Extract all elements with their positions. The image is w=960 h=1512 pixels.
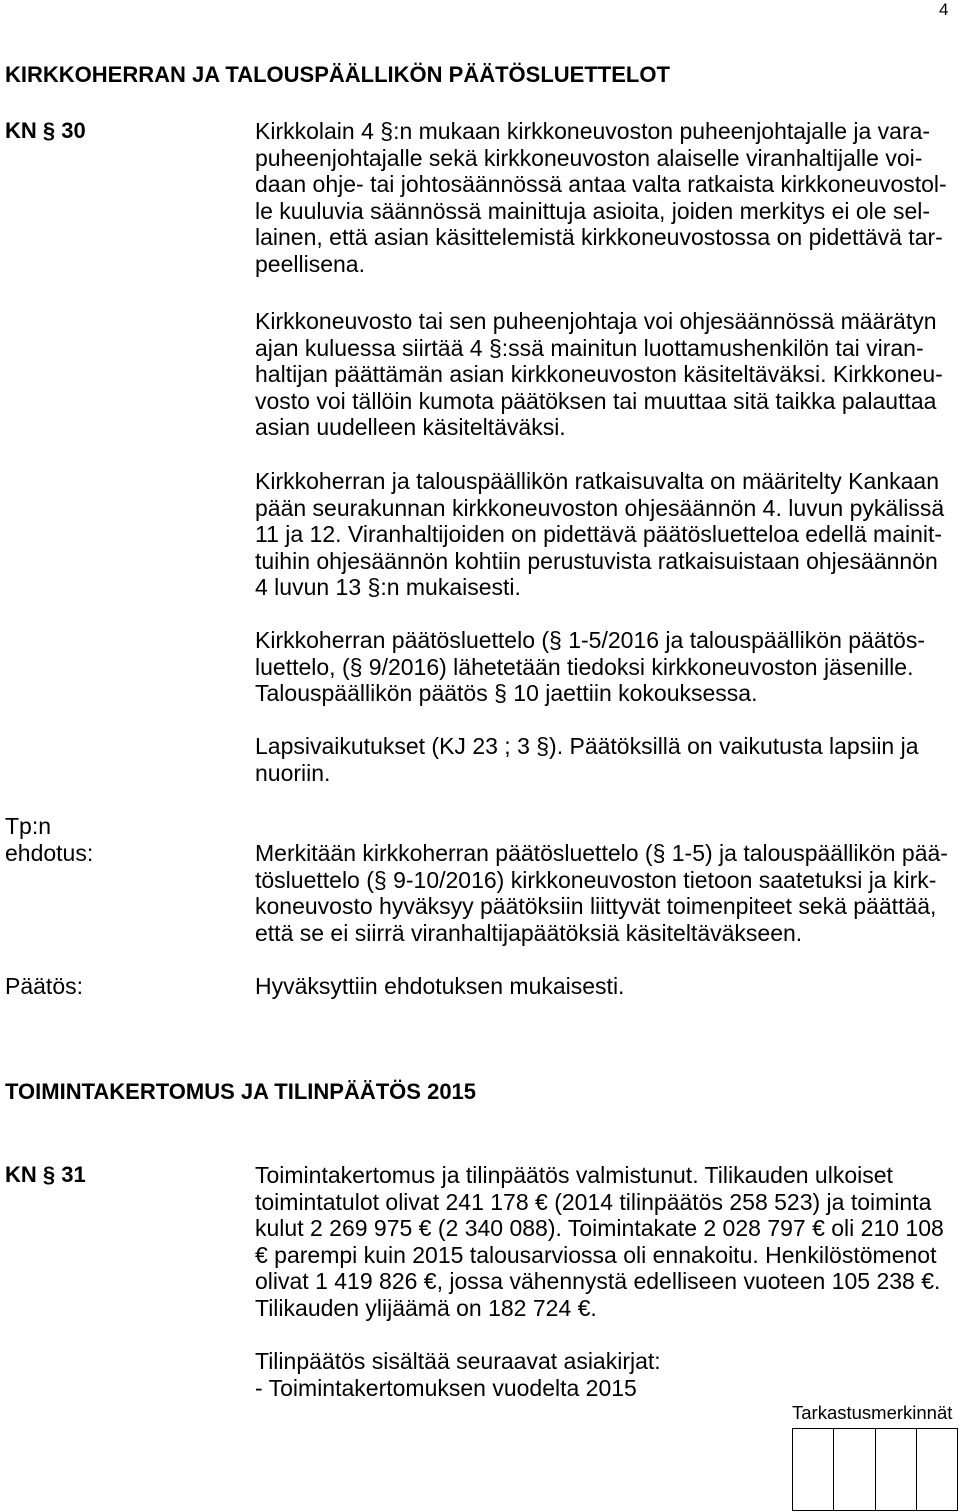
paragraph-line: daan ohje- tai johtosäännössä antaa valta ratkaista kirkkoneuvostol- <box>255 171 947 197</box>
item-number-kn30: KN § 30 <box>5 118 86 143</box>
paragraph-line: peellisena. <box>255 250 365 277</box>
paragraph-line: että se ei siirrä viranhaltijapäätöksiä käsiteltäväkseen. <box>255 919 803 946</box>
review-marks-box <box>792 1428 958 1511</box>
proposal-label-line: ehdotus: <box>5 839 94 866</box>
paragraph-line: Kirkkolain 4 §:n mukaan kirkkoneuvoston puheenjohtajalle ja vara- <box>255 118 931 144</box>
paragraph-line: Tilinpäätös sisältää seuraavat asiakirjat: <box>255 1348 661 1374</box>
paragraph-line: Kirkkoneuvosto tai sen puheenjohtaja voi ohjesäännössä määrätyn <box>255 308 937 334</box>
review-mark-cell <box>793 1429 834 1511</box>
kn30-paragraph-5 <box>255 733 919 786</box>
kn30-paragraph-1 <box>255 118 947 277</box>
proposal-label-line: Tp:n <box>5 813 52 839</box>
paragraph-line: Merkitään kirkkoherran päätösluettelo (§ 1-5) ja talouspäällikön pää- <box>255 840 948 866</box>
review-mark-cell <box>917 1429 958 1511</box>
review-mark-cell <box>834 1429 875 1511</box>
section-heading-kn31: TOIMINTAKERTOMUS JA TILINPÄÄTÖS 2015 <box>5 1079 477 1104</box>
paragraph-line: Kirkkoherran ja talouspäällikön ratkaisuvalta on määritelty Kankaan <box>255 468 939 494</box>
proposal-text <box>255 840 948 946</box>
kn31-paragraph-2 <box>255 1348 661 1401</box>
review-mark-cell <box>876 1429 917 1511</box>
paragraph-line: kulut 2 269 975 € (2 340 088). Toimintakate 2 028 797 € oli 210 108 <box>255 1215 944 1241</box>
paragraph-line: le kuuluvia säännössä mainittuja asioita, joiden merkitys ei ole sel- <box>255 197 931 224</box>
paragraph-line: asian uudelleen käsiteltäväksi. <box>255 414 566 440</box>
paragraph-line: ajan kuluessa siirtää 4 §:ssä mainitun luottamushenkilön tai viran- <box>255 334 924 361</box>
paragraph-line: olivat 1 419 826 €, jossa vähennystä edelliseen vuoteen 105 238 €. <box>255 1268 941 1294</box>
paragraph-line: € parempi kuin 2015 talousarviossa oli ennakoitu. Henkilöstömenot <box>255 1241 937 1268</box>
paragraph-line: vosto voi tällöin kumota päätöksen tai muuttaa sitä taikka palauttaa <box>255 387 937 414</box>
kn30-paragraph-3 <box>255 468 944 601</box>
paragraph-line: haltijan päättämän asian kirkkoneuvoston käsiteltäväksi. Kirkkoneu- <box>255 361 943 387</box>
proposal-label <box>5 813 93 866</box>
paragraph-line: 4 luvun 13 §:n mukaisesti. <box>255 574 521 600</box>
paragraph-line: lainen, että asian käsittelemistä kirkkoneuvostossa on pidettävä tar- <box>255 224 943 250</box>
list-item: - Toimintakertomuksen vuodelta 2015 <box>255 1374 637 1401</box>
kn30-paragraph-4 <box>255 627 925 707</box>
paragraph-line: luettelo, (§ 9/2016) lähetetään tiedoksi kirkkoneuvoston jäsenille. <box>255 653 914 680</box>
section-heading-kn30: KIRKKOHERRAN JA TALOUSPÄÄLLIKÖN PÄÄTÖSLUETTELOT <box>5 62 670 87</box>
paragraph-line: Lapsivaikutukset (KJ 23 ; 3 §). Päätöksillä on vaikutusta lapsiin ja <box>255 733 919 759</box>
paragraph-line: Kirkkoherran päätösluettelo (§ 1-5/2016 ja talouspäällikön päätös- <box>255 627 925 653</box>
paragraph-line: koneuvosto hyväksyy päätöksiin liittyvät toimenpiteet sekä päättää, <box>255 893 937 919</box>
kn31-paragraph-1 <box>255 1162 944 1321</box>
paragraph-line: Tilikauden ylijäämä on 182 724 €. <box>255 1294 597 1321</box>
paragraph-line: tuihin ohjesäännön kohtiin perustuvista ratkaisuistaan ohjesäännön <box>255 547 938 574</box>
paragraph-line: tösluettelo (§ 9-10/2016) kirkkoneuvoston tietoon saatetuksi ja kirk- <box>255 866 937 893</box>
item-number-kn31: KN § 31 <box>5 1162 86 1187</box>
review-marks-label: Tarkastusmerkinnät <box>792 1402 953 1423</box>
paragraph-line: pään seurakunnan kirkkoneuvoston ohjesäännön 4. luvun pykälissä <box>255 494 945 521</box>
paragraph-line: 11 ja 12. Viranhaltijoiden on pidettävä päätösluetteloa edellä mainit- <box>255 521 943 547</box>
paragraph-line: Talouspäällikön päätös § 10 jaettiin kokouksessa. <box>255 680 758 706</box>
decision-text: Hyväksyttiin ehdotuksen mukaisesti. <box>255 973 625 999</box>
page-number: 4 <box>939 0 949 19</box>
paragraph-line: nuoriin. <box>255 759 331 786</box>
paragraph-line: puheenjohtajalle sekä kirkkoneuvoston alaiselle viranhaltijalle voi- <box>255 144 923 171</box>
paragraph-line: toimintatulot olivat 241 178 € (2014 tilinpäätös 258 523) ja toiminta <box>255 1188 932 1215</box>
kn30-paragraph-2 <box>255 308 943 441</box>
paragraph-line: Toimintakertomus ja tilinpäätös valmistunut. Tilikauden ulkoiset <box>255 1162 893 1188</box>
decision-label: Päätös: <box>5 973 83 999</box>
